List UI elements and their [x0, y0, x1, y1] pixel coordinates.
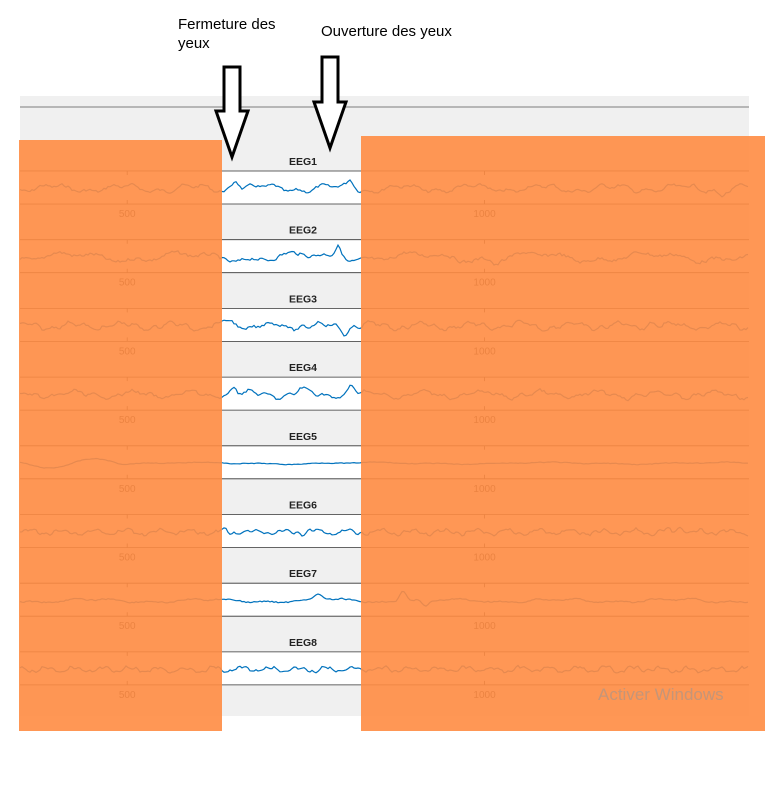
panel-title: EEG4 — [288, 362, 318, 375]
eye-closing-annotation: Fermeture des yeux — [178, 16, 276, 52]
panel-title: EEG2 — [288, 224, 318, 237]
panel-title: EEG5 — [288, 430, 318, 443]
overlay-region — [361, 136, 765, 731]
windows-watermark: Activer Windows — [598, 685, 724, 704]
eye-opening-annotation: Ouverture des yeux — [321, 23, 452, 40]
panel-title: EEG8 — [288, 636, 318, 649]
overlay-region — [19, 140, 222, 731]
panel-title: EEG7 — [288, 568, 318, 581]
panel-title: EEG3 — [288, 293, 318, 306]
panel-title: EEG1 — [288, 156, 318, 168]
panel-title: EEG6 — [288, 499, 318, 512]
